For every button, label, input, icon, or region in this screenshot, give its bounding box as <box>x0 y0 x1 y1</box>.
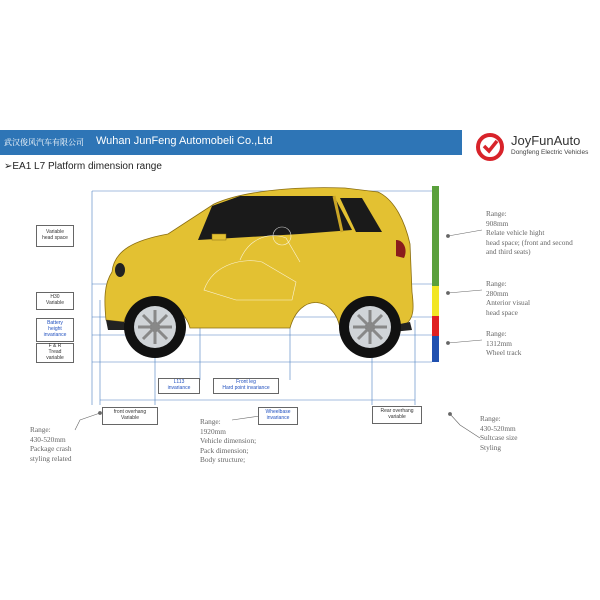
note-head-space: Range: 908mm Relate vehicle hight head space; (front and second and third seats) <box>486 209 573 257</box>
company-name-cn: 武汉俊风汽车有限公司 <box>4 138 84 147</box>
tread-label: F & R Tread variable <box>36 343 74 363</box>
page-title: ➢EA1 L7 Platform dimension range <box>4 161 162 172</box>
h30-label: H30 Variable <box>36 292 74 310</box>
front-wheel <box>124 296 186 358</box>
note-wheel-track: Range: 1312mm Wheel track <box>486 329 522 358</box>
front-leg-label: Front leg Hard point invariance <box>213 378 279 394</box>
wheelbase-label: Wheelbase invariance <box>258 407 298 425</box>
battery-height-label: Battery height invariance <box>36 318 74 342</box>
note-front-overhang: Range: 430-520mm Package crash styling related <box>30 425 72 463</box>
l113-label: L113 invariance <box>158 378 200 394</box>
head-space-label: Variable head space <box>36 225 74 247</box>
rear-wheel <box>339 296 401 358</box>
rear-overhang-label: Rear overhang variable <box>372 406 422 424</box>
note-visual-head-space: Range: 280mm Anterior visual head space <box>486 279 530 317</box>
note-wheelbase: Range: 1920mm Vehicle dimension; Pack dimension; Body structure; <box>200 417 257 465</box>
brand-subtitle: Dongfeng Electric Vehicles <box>511 149 589 156</box>
brand-name: JoyFunAuto <box>511 133 581 148</box>
note-rear-overhang: Range: 430-520mm Sultcase size Styling <box>480 414 518 452</box>
dimension-color-bar <box>432 186 439 362</box>
company-name-en: Wuhan JunFeng Automobeli Co.,Ltd <box>96 135 273 147</box>
front-overhang-label: front overhang Variable <box>102 407 158 425</box>
